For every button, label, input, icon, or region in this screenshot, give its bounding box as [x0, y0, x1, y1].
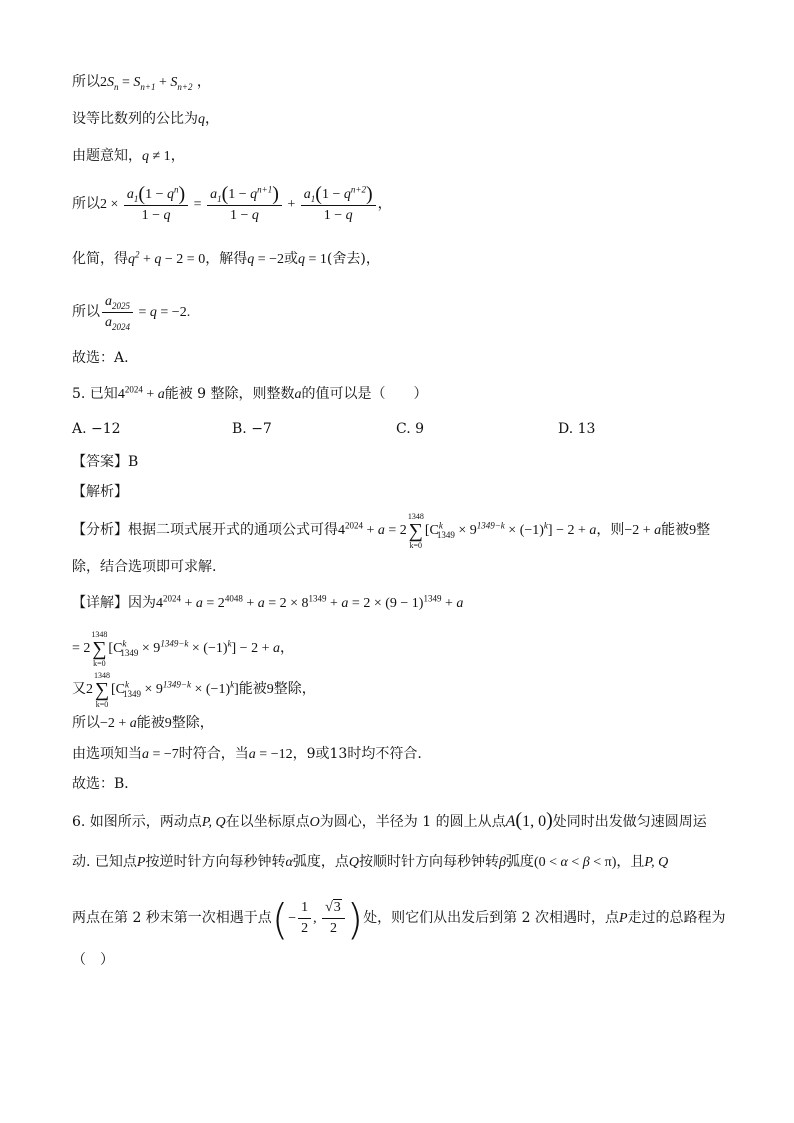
question-5-stem: 5. 已知$4^{2024} + a$能被 9 整除，则整数a的值可以是（ ）	[72, 384, 428, 402]
answer-value: B	[128, 454, 139, 470]
option-d: D. 13	[558, 421, 596, 437]
detail-line-2: = 2 1348 ∑ k=0 $[C^k_{1349} \times 9^{1349-k} \times (-1)^k] - 2 + a$，	[72, 630, 294, 668]
line-choice-a: 故选：A.	[72, 350, 129, 366]
line-ratio-result: 所以 $\frac{a_{2025}}{a_{2024}}$ = q = −2.	[72, 294, 191, 333]
line-sum-relation: 所以$2S_n = S_{n+1} + S_{n+2}$ ，	[72, 74, 211, 92]
analysis-summary-line-2: 除，结合选项即可求解.	[72, 559, 217, 575]
analysis-summary-line-1: 【分析】根据二项式展开式的通项公式可得$4^{2024} + a = 2$ 1348 ∑ k=0 $[C^k_{1349} \times 9^{1349-k} \times (-1)^k] - 2 + a$，则−2 + a能被9整	[72, 512, 711, 550]
question-6-line-1: 6. 如图所示，两动点P, Q在以坐标原点O为圆心，半径为 1 的圆上从点A(1, 0)处同时出发做匀速圆周运	[72, 809, 707, 831]
option-b: B. −7	[232, 421, 272, 437]
detail-choice: 故选：B．	[72, 776, 139, 792]
line-simplify: 化简，得$q^2 + q - 2 = 0$，解得q = −2或q = 1(舍去)，	[72, 249, 380, 267]
detail-line-4: 所以−2 + a能被9整除，	[72, 715, 214, 731]
answer-line: 【答案】B	[72, 454, 139, 470]
line-q-not-one: 由题意知，q ≠ 1，	[72, 148, 185, 164]
detail-line-5: 由选项知当a = −7时符合，当a = −12，9或13时均不符合.	[72, 746, 422, 762]
detail-line-1: 【详解】因为$4^{2024} + a = 2^{4048} + a = 2 \times 8^{1349} + a = 2 \times (9 - 1)^{1349} + a$	[72, 593, 464, 611]
question-6-blank: （ ）	[72, 952, 114, 968]
detail-line-3: 又2 1348 ∑ k=0 $[C^k_{1349} \times 9^{1349-k} \times (-1)^k]$能被9整除，	[72, 671, 316, 709]
line-fraction-equation: 所以2 × $\frac{a_1(1 - q^n)}{1 - q}$ = $\frac{a_1(1 - q^{n+1})}{1 - q}$ + $\frac{a_1(1 - q^{n+2})}{1 - q}$ ，	[72, 182, 392, 223]
analysis-label: 【解析】	[72, 484, 128, 500]
question-6-line-3: 两点在第 2 秒末第一次相遇于点(− $\frac{1}{2}$ , $\frac{√3}{2}$ )处，则它们从出发后到第 2 次相遇时，点P走过的总路程为	[72, 895, 726, 944]
option-c: C. 9	[396, 421, 425, 437]
question-6-line-2: 动. 已知点P按逆时针方向每秒钟转α弧度，点Q按顺时针方向每秒钟转β弧度(0 < α < β < π)，且P, Q	[72, 854, 669, 870]
line-ratio: 设等比数列的公比为q，	[72, 111, 219, 127]
option-a: A. −12	[72, 421, 121, 437]
